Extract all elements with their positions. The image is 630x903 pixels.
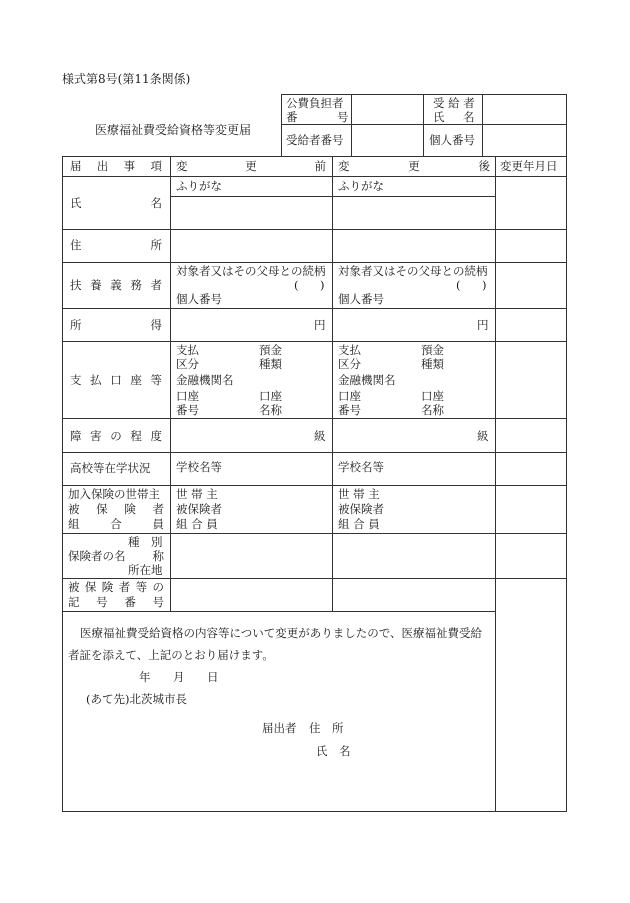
bank-name-before: 金融機関名: [176, 373, 234, 387]
row-label-address: 住 所: [70, 238, 162, 252]
statement-year: 年: [139, 670, 151, 684]
row-label-income: 所 得: [70, 318, 162, 332]
row-label-disability: 障 害 の 程 度: [70, 429, 162, 443]
statement-day: 日: [207, 670, 219, 684]
insurer-after-field[interactable]: [333, 535, 495, 578]
pay-type-before-1: 支払: [176, 343, 199, 357]
address-change-date-field[interactable]: [496, 230, 566, 262]
statement-addressee: (あて先)北茨城市長: [86, 692, 187, 706]
row-label-insured: 被 保 険 者: [68, 502, 164, 516]
row-label-school: 高校等在学状況: [70, 461, 151, 475]
relationship-before-paren-open: (: [294, 278, 299, 292]
public-payer-number-field[interactable]: [352, 95, 422, 124]
column-header-after: 変 更 後: [338, 159, 490, 173]
account-number-before-1: 口座: [176, 389, 199, 403]
pay-type-before-2: 区分: [176, 357, 199, 371]
relationship-after-paren-open: (: [456, 278, 461, 292]
recipient-name-label-b: 名: [463, 110, 475, 124]
address-before-field[interactable]: [171, 230, 332, 262]
row-label-insurance-head: 加入保険の世帯主: [68, 487, 160, 501]
insured-symbol-before-field[interactable]: [171, 579, 332, 611]
furigana-before-label: ふりがな: [176, 179, 222, 193]
recipient-name-field[interactable]: [483, 95, 566, 124]
statement-name-label: 氏 名: [316, 744, 351, 758]
recipient-number-label: 受給者番号: [286, 133, 344, 147]
school-name-before: 学校名等: [176, 460, 222, 474]
recipient-name-label-a: 氏: [433, 110, 445, 124]
bank-name-after: 金融機関名: [338, 373, 396, 387]
account-holder-after-2: 名称: [421, 403, 444, 417]
recipient-number-field[interactable]: [352, 125, 422, 155]
column-header-before: 変 更 前: [176, 159, 326, 173]
header-info-box: [281, 94, 567, 156]
row-label-insurer-location: 所在地: [128, 563, 163, 577]
account-holder-before-2: 名称: [259, 403, 282, 417]
relationship-after-label: 対象者又はその父母との続柄: [338, 264, 488, 278]
address-after-field[interactable]: [333, 230, 495, 262]
public-payer-number-label-b: 号: [337, 110, 349, 124]
relationship-before-paren-close: ): [320, 278, 325, 292]
form-number: 様式第8号(第11条関係): [62, 72, 191, 86]
recipient-label: 受 給 者: [433, 96, 475, 110]
insurer-before-field[interactable]: [171, 535, 332, 578]
school-name-after: 学校名等: [338, 460, 384, 474]
member-before: 組 合 員: [176, 517, 218, 531]
name-change-date-field[interactable]: [496, 177, 566, 229]
disability-grade-after: 級: [477, 429, 489, 443]
household-head-before: 世 帯 主: [176, 487, 218, 501]
row-label-insured-symbol-1: 被 保 険 者 等 の: [68, 580, 164, 594]
member-after: 組 合 員: [338, 517, 380, 531]
row-label-insurer-type: 種 別: [128, 535, 163, 549]
furigana-after-label: ふりがな: [338, 179, 384, 193]
name-before-field[interactable]: [171, 197, 332, 229]
row-label-account: 支 払 口 座 等: [70, 373, 162, 387]
statement-line-2: 者証を添えて、上記のとおり届けます。: [68, 648, 274, 662]
name-after-field[interactable]: [333, 197, 495, 229]
income-after-yen: 円: [477, 318, 489, 332]
statement-address-label: 住 所: [309, 721, 344, 735]
deposit-type-after-1: 預金: [421, 343, 444, 357]
change-notification-table: [62, 156, 567, 812]
pay-type-after-1: 支払: [338, 343, 361, 357]
account-number-before-2: 番号: [176, 403, 199, 417]
insured-after: 被保険者: [338, 502, 384, 516]
public-payer-label: 公費負担者: [286, 96, 344, 110]
individual-number-before-label: 個人番号: [176, 292, 222, 306]
row-label-name: 氏 名: [70, 196, 162, 210]
deposit-type-before-1: 預金: [259, 343, 282, 357]
deposit-type-after-2: 種類: [421, 357, 444, 371]
household-head-after: 世 帯 主: [338, 487, 380, 501]
row-label-dependent: 扶 養 義 務 者: [70, 278, 162, 292]
column-header-item: 届 出 事 項: [70, 159, 162, 173]
insured-before: 被保険者: [176, 502, 222, 516]
account-holder-before-1: 口座: [259, 389, 282, 403]
relationship-before-label: 対象者又はその父母との続柄: [176, 264, 326, 278]
account-number-after-2: 番号: [338, 403, 361, 417]
deposit-type-before-2: 種類: [259, 357, 282, 371]
account-holder-after-1: 口座: [421, 389, 444, 403]
row-label-insured-symbol-2: 記 号 番 号: [68, 595, 164, 609]
public-payer-number-label-a: 番: [286, 110, 298, 124]
relationship-after-paren-close: ): [482, 278, 487, 292]
income-before-yen: 円: [314, 318, 326, 332]
account-number-after-1: 口座: [338, 389, 361, 403]
row-label-insurer-name: 保険者の名 称: [68, 549, 164, 563]
pay-type-after-2: 区分: [338, 357, 361, 371]
row-label-member: 組 合 員: [68, 517, 164, 531]
statement-applicant-label: 届出者: [262, 721, 297, 735]
individual-number-label: 個人番号: [429, 133, 475, 147]
form-title: 医療福祉費受給資格等変更届: [95, 123, 252, 137]
statement-line-1: 医療福祉費受給資格の内容等について変更がありましたので、医療福祉費受給: [80, 626, 483, 640]
individual-number-after-label: 個人番号: [338, 292, 384, 306]
insured-symbol-after-field[interactable]: [333, 579, 495, 611]
column-header-change-date: 変更年月日: [500, 159, 558, 173]
individual-number-field[interactable]: [483, 125, 566, 155]
disability-grade-before: 級: [314, 429, 326, 443]
statement-month: 月: [173, 670, 185, 684]
